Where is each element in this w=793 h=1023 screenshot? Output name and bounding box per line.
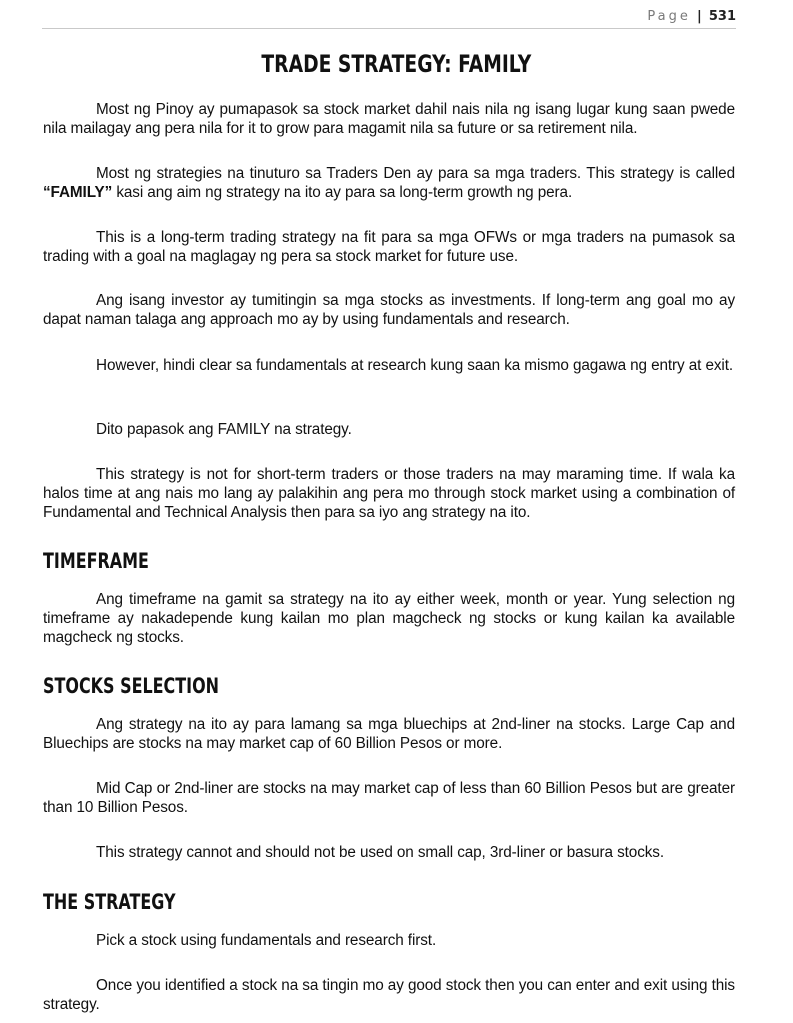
intro-paragraph-6: Dito papasok ang FAMILY na strategy.	[96, 421, 352, 438]
intro-paragraph-2	[43, 164, 735, 202]
timeframe-paragraph-1: Ang timeframe na gamit sa strategy na ito ay either week, month or year. Yung selection ng timeframe ay nakadepende kung kailan mo plan magcheck ng stocks or kung kailan ka available magcheck ng stocks.	[43, 591, 735, 646]
page-label: Page	[647, 9, 691, 24]
page-separator: |	[696, 9, 702, 24]
intro-paragraph-7: This strategy is not for short-term traders or those traders na may maraming time. If wala ka halos time at ang nais mo lang ay palakihin ang pera mo through stock market using a combination of Fundamental and Technical Analysis then para sa iyo ang strategy na ito.	[43, 466, 735, 521]
intro-paragraph-5: However, hindi clear sa fundamentals at research kung saan ka mismo gagawa ng entry at exit.	[96, 357, 734, 374]
stocks-selection-paragraph-3: This strategy cannot and should not be used on small cap, 3rd-liner or basura stocks.	[96, 844, 664, 861]
intro-paragraph-2-text-a: Most ng strategies na tinuturo sa Traders Den ay para sa mga traders. This strategy is called	[96, 165, 735, 182]
strategy-paragraph-2: Once you identified a stock na sa tingin mo ay good stock then you can enter and exit using this strategy.	[43, 977, 735, 1013]
page-number: 531	[708, 9, 736, 24]
strategy-paragraph-1: Pick a stock using fundamentals and research first.	[96, 932, 437, 949]
page-header	[42, 6, 736, 29]
section-heading-timeframe: TIMEFRAME	[43, 549, 149, 573]
intro-paragraph-4: Ang isang investor ay tumitingin sa mga stocks as investments. If long-term ang goal mo ay dapat naman talaga ang approach mo ay by using fundamentals and research.	[43, 292, 735, 328]
intro-paragraph-2-text-b: kasi ang aim ng strategy na ito ay para sa long-term growth ng pera.	[112, 184, 573, 201]
family-emphasis: “FAMILY”	[43, 184, 113, 201]
section-heading-stocks-selection: STOCKS SELECTION	[43, 674, 220, 698]
stocks-selection-paragraph-1: Ang strategy na ito ay para lamang sa mga bluechips at 2nd-liner na stocks. Large Cap and Bluechips are stocks na may market cap of 60 Billion Pesos or more.	[43, 716, 735, 752]
intro-paragraph-3: This is a long-term trading strategy na fit para sa mga OFWs or mga traders na pumasok sa trading with a goal na maglagay ng pera sa stock market for future use.	[43, 229, 735, 265]
stocks-selection-paragraph-2: Mid Cap or 2nd-liner are stocks na may market cap of less than 60 Billion Pesos but are greater than 10 Billion Pesos.	[43, 780, 735, 816]
section-heading-the-strategy: THE STRATEGY	[43, 890, 176, 914]
intro-paragraph-1: Most ng Pinoy ay pumapasok sa stock market dahil nais nila ng isang lugar kung saan pwede nila mailagay ang pera nila for it to grow para magamit nila sa future or sa retirement nila.	[43, 101, 735, 137]
page-title: TRADE STRATEGY: FAMILY	[261, 50, 532, 78]
